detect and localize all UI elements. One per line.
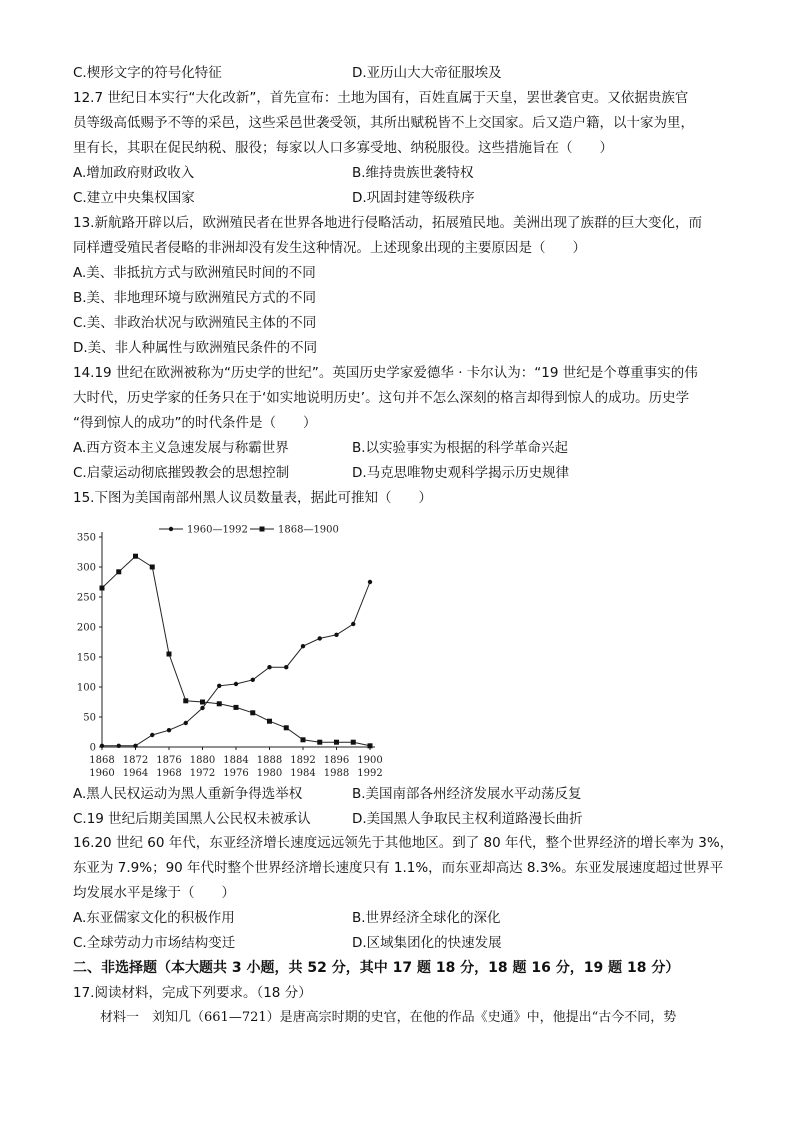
chart-axes [102, 532, 375, 747]
q12-stem-line2: 员等级高低赐予不等的采邑，这些采邑世袭受领，其所出赋税皆不上交国家。后又造户籍，以十家为里， [73, 115, 694, 131]
q15-option-b: B.美国南部各州经济发展水平动荡反复 [352, 786, 582, 802]
series-points [100, 554, 373, 749]
series-1-point [267, 665, 271, 669]
series-2-point [116, 569, 121, 574]
series-1-point [318, 636, 322, 640]
q16-option-d: D.区域集团化的快速发展 [352, 935, 502, 951]
series-2-point [217, 701, 222, 706]
series-2-point [133, 554, 138, 559]
q12-option-a: A.增加政府财政收入 [73, 165, 195, 181]
x-tick-label-top: 1868 [89, 755, 115, 766]
legend-label: 1960—1992 [187, 524, 248, 536]
series-1-point [234, 682, 238, 686]
q13-option-c: C.美、非政治状况与欧洲殖民主体的不同 [73, 315, 317, 331]
series-2-point [100, 586, 105, 591]
q16-stem-line3: 均发展水平是缘于（ ） [73, 885, 235, 901]
q14-stem-line2: 大时代，历史学家的任务只在于‘如实地说明历史’。这句并不怎么深刻的格言却得到惊人的成功。历史学 [73, 390, 690, 406]
q15-stem: 15.下图为美国南部州黑人议员数量表，据此可推知（ ） [73, 490, 432, 506]
series-2-point [334, 740, 339, 745]
x-tick-label-bottom: 1992 [357, 768, 383, 779]
y-tick-label: 0 [89, 742, 96, 754]
y-tick-label: 300 [76, 562, 96, 574]
q16-stem-line1: 16.20 世纪 60 年代，东亚经济增长速度远远领先于其他地区。到了 80 年代，整个世界经济的增长率为 3%， [73, 835, 734, 851]
series-2-point [301, 737, 306, 742]
series-1-point [284, 665, 288, 669]
series-1-point [301, 644, 305, 648]
q16-option-b: B.世界经济全球化的深化 [352, 910, 501, 926]
series-2-point [183, 698, 188, 703]
x-tick-label-bottom: 1984 [290, 768, 316, 779]
series-line-2 [102, 556, 370, 746]
q14-option-a: A.西方资本主义急速发展与称霸世界 [73, 440, 289, 456]
series-1-point [167, 728, 171, 732]
x-tick-label-bottom: 1968 [156, 768, 182, 779]
series-2-point [351, 740, 356, 745]
legend-marker [169, 527, 173, 531]
x-tick-label-top: 1884 [223, 755, 249, 766]
q12-option-c: C.建立中央集权国家 [73, 190, 195, 206]
x-tick-label-bottom: 1964 [122, 768, 149, 779]
series-1-point [368, 580, 372, 584]
series-2-point [200, 700, 205, 705]
q11-option-c: C.楔形文字的符号化特征 [73, 65, 222, 81]
series-2-point [234, 705, 239, 710]
series-2-point [167, 652, 172, 657]
q12-stem-line1: 12.7 世纪日本实行“大化改新”，首先宣布：土地为国有，百姓直属于天皇，罢世袭官吏。又依据贵族官 [73, 90, 689, 106]
series-1-point [100, 744, 104, 748]
section-two-heading: 二、非选择题（本大题共 3 小题，共 52 分，其中 17 题 18 分，18 题 16 分，19 题 18 分） [73, 960, 680, 976]
series-1-point [184, 721, 188, 725]
q16-option-c: C.全球劳动力市场结构变迁 [73, 935, 236, 951]
y-tick-label: 200 [76, 622, 96, 634]
x-tick-label-top: 1888 [256, 755, 283, 766]
y-tick-label: 150 [76, 652, 96, 664]
series-2-point [150, 565, 155, 570]
q13-stem-line1: 13.新航路开辟以后，欧洲殖民者在世界各地进行侵略活动，拓展殖民地。美洲出现了族群的巨大变化，而 [73, 215, 702, 231]
y-axis-ticks [77, 533, 102, 754]
series-1-point [150, 733, 154, 737]
q17-material-one: 材料一 刘知几（661—721）是唐高宗时期的史官，在他的作品《史通》中，他提出“古今不同，势 [100, 1010, 677, 1025]
y-tick-label: 50 [83, 712, 96, 724]
x-tick-label-bottom: 1960 [89, 768, 115, 779]
q12-option-b: B.维持贵族世袭特权 [352, 165, 474, 181]
q15-option-a: A.黑人民权运动为黑人重新争得选举权 [73, 786, 303, 802]
q14-option-d: D.马克思唯物史观科学揭示历史规律 [352, 465, 570, 481]
q13-option-a: A.美、非抵抗方式与欧洲殖民时间的不同 [73, 265, 316, 281]
series-2-point [267, 719, 272, 724]
q14-stem-line3: “得到惊人的成功”的时代条件是（ ） [73, 415, 317, 431]
y-tick-label: 100 [76, 682, 96, 694]
q15-option-d: D.美国黑人争取民主权利道路漫长曲折 [352, 811, 583, 827]
q12-option-d: D.巩固封建等级秩序 [352, 190, 475, 206]
series-1-point [217, 684, 221, 688]
x-tick-label-top: 1880 [189, 755, 216, 766]
series-2-point [250, 710, 255, 715]
chart-legend [159, 525, 339, 536]
series-1-point [200, 706, 204, 710]
q17-stem: 17.阅读材料，完成下列要求。（18 分） [73, 985, 312, 1001]
series-2-point [368, 743, 373, 748]
legend-marker [260, 527, 265, 532]
series-2-point [317, 740, 322, 745]
series-1-point [117, 744, 121, 748]
x-tick-label-top: 1876 [156, 755, 182, 766]
q14-stem-line1: 14.19 世纪在欧洲被称为“历史学的世纪”。英国历史学家爱德华 · 卡尔认为：“19 世纪是个尊重事实的伟 [73, 365, 698, 381]
x-tick-label-bottom: 1980 [256, 768, 283, 779]
x-axis-ticks [89, 747, 382, 779]
series-line-1 [102, 582, 370, 746]
x-tick-label-bottom: 1972 [189, 768, 216, 779]
y-tick-label: 250 [76, 592, 96, 604]
x-tick-label-bottom: 1988 [323, 768, 350, 779]
series-1-point [351, 622, 355, 626]
black-legislators-line-chart [62, 515, 392, 780]
q12-stem-line3: 里有长，其职在促民纳税、服役；每家以人口多寡受地、纳税服役。这些措施旨在（ ） [73, 140, 613, 156]
q16-stem-line2: 东亚为 7.9%；90 年代时整个世界经济增长速度只有 1.1%，而东亚却高达 8.3%。东亚发展速度超过世界平 [73, 860, 724, 876]
q13-option-b: B.美、非地理环境与欧洲殖民方式的不同 [73, 290, 317, 306]
q13-option-d: D.美、非人种属性与欧洲殖民条件的不同 [73, 340, 318, 356]
q13-stem-line2: 同样遭受殖民者侵略的非洲却没有发生这种情况。上述现象出现的主要原因是（ ） [73, 240, 586, 256]
x-tick-label-top: 1892 [290, 755, 316, 766]
q11-option-d: D.亚历山大大帝征服埃及 [352, 65, 502, 81]
q15-option-c: C.19 世纪后期美国黑人公民权未被承认 [73, 811, 311, 827]
x-tick-label-top: 1900 [357, 755, 383, 766]
series-1-point [251, 678, 255, 682]
series-2-point [284, 725, 289, 730]
y-tick-label: 350 [76, 532, 96, 544]
series-1-point [334, 633, 338, 637]
legend-label: 1868—1900 [278, 524, 339, 536]
q14-option-c: C.启蒙运动彻底摧毁教会的思想控制 [73, 465, 290, 481]
x-tick-label-bottom: 1976 [223, 768, 249, 779]
q14-option-b: B.以实验事实为根据的科学革命兴起 [352, 440, 569, 456]
x-tick-label-top: 1872 [122, 755, 149, 766]
series-lines [102, 556, 370, 746]
x-tick-label-top: 1896 [323, 755, 350, 766]
series-1-point [133, 744, 137, 748]
q16-option-a: A.东亚儒家文化的积极作用 [73, 910, 235, 926]
